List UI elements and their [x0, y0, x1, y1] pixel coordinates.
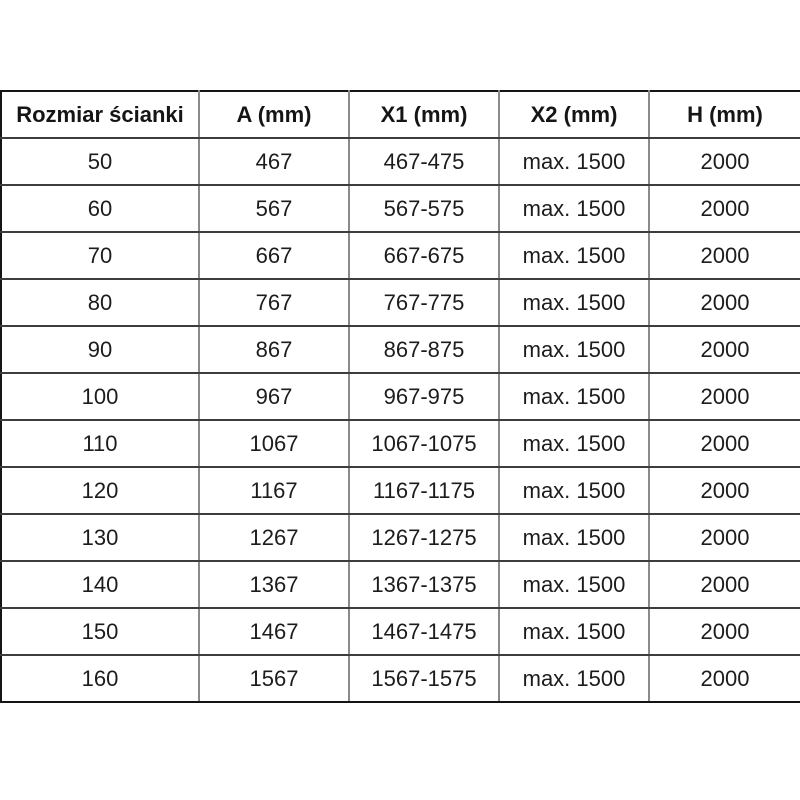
table-row [1, 279, 800, 326]
cell-h: 2000 [649, 232, 800, 279]
table-row [1, 185, 800, 232]
table-row [1, 420, 800, 467]
cell-x2: max. 1500 [499, 420, 649, 467]
cell-a: 1167 [199, 467, 349, 514]
table-row [1, 232, 800, 279]
cell-size: 110 [1, 420, 199, 467]
table-row [1, 655, 800, 702]
cell-size: 70 [1, 232, 199, 279]
table-body [1, 138, 800, 702]
table-row [1, 467, 800, 514]
cell-h: 2000 [649, 655, 800, 702]
table-row [1, 373, 800, 420]
table-row [1, 514, 800, 561]
cell-x2: max. 1500 [499, 232, 649, 279]
header-cell-h-mm: H (mm) [649, 91, 800, 138]
header-cell-x2-mm: X2 (mm) [499, 91, 649, 138]
cell-x1: 467-475 [349, 138, 499, 185]
cell-x1: 867-875 [349, 326, 499, 373]
header-cell-x1-mm: X1 (mm) [349, 91, 499, 138]
cell-size: 100 [1, 373, 199, 420]
cell-size: 90 [1, 326, 199, 373]
cell-x1: 667-675 [349, 232, 499, 279]
cell-a: 467 [199, 138, 349, 185]
cell-a: 1367 [199, 561, 349, 608]
cell-a: 967 [199, 373, 349, 420]
cell-h: 2000 [649, 561, 800, 608]
cell-a: 867 [199, 326, 349, 373]
header-row [1, 91, 800, 138]
cell-x1: 567-575 [349, 185, 499, 232]
cell-h: 2000 [649, 279, 800, 326]
cell-x1: 767-775 [349, 279, 499, 326]
header-cell-rozmiar-scianki: Rozmiar ścianki [1, 91, 199, 138]
cell-h: 2000 [649, 467, 800, 514]
cell-size: 120 [1, 467, 199, 514]
cell-h: 2000 [649, 326, 800, 373]
cell-size: 130 [1, 514, 199, 561]
header-cell-a-mm: A (mm) [199, 91, 349, 138]
cell-size: 60 [1, 185, 199, 232]
cell-h: 2000 [649, 420, 800, 467]
cell-a: 1567 [199, 655, 349, 702]
cell-x1: 1067-1075 [349, 420, 499, 467]
table-row [1, 608, 800, 655]
cell-size: 140 [1, 561, 199, 608]
cell-a: 1467 [199, 608, 349, 655]
cell-size: 50 [1, 138, 199, 185]
cell-x2: max. 1500 [499, 279, 649, 326]
cell-h: 2000 [649, 185, 800, 232]
cell-a: 1267 [199, 514, 349, 561]
cell-size: 150 [1, 608, 199, 655]
cell-size: 80 [1, 279, 199, 326]
cell-h: 2000 [649, 514, 800, 561]
cell-x2: max. 1500 [499, 138, 649, 185]
cell-x2: max. 1500 [499, 561, 649, 608]
cell-size: 160 [1, 655, 199, 702]
cell-x1: 1467-1475 [349, 608, 499, 655]
cell-a: 667 [199, 232, 349, 279]
cell-a: 767 [199, 279, 349, 326]
cell-x2: max. 1500 [499, 185, 649, 232]
cell-x2: max. 1500 [499, 655, 649, 702]
cell-a: 567 [199, 185, 349, 232]
table-row [1, 561, 800, 608]
cell-x2: max. 1500 [499, 608, 649, 655]
size-spec-table [0, 90, 800, 703]
cell-x2: max. 1500 [499, 514, 649, 561]
cell-h: 2000 [649, 608, 800, 655]
cell-x1: 967-975 [349, 373, 499, 420]
cell-x1: 1267-1275 [349, 514, 499, 561]
table-row [1, 138, 800, 185]
cell-a: 1067 [199, 420, 349, 467]
cell-h: 2000 [649, 373, 800, 420]
cell-x2: max. 1500 [499, 467, 649, 514]
cell-x2: max. 1500 [499, 373, 649, 420]
cell-x1: 1367-1375 [349, 561, 499, 608]
cell-x1: 1567-1575 [349, 655, 499, 702]
cell-x1: 1167-1175 [349, 467, 499, 514]
cell-h: 2000 [649, 138, 800, 185]
table-row [1, 326, 800, 373]
cell-x2: max. 1500 [499, 326, 649, 373]
